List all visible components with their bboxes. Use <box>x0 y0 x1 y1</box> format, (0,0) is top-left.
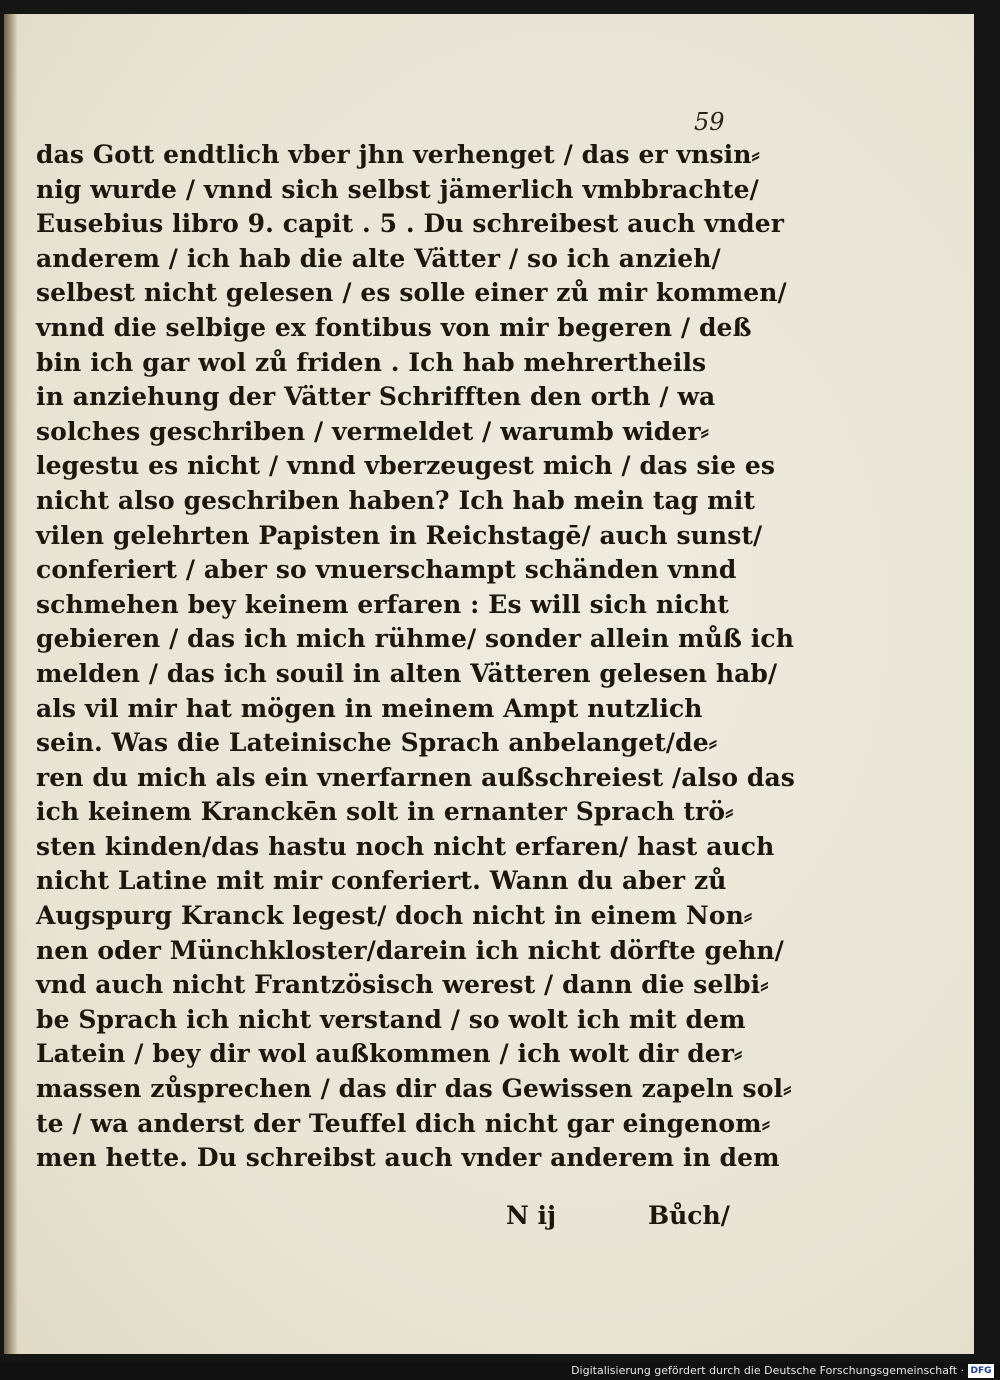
text-line: sten kinden/das hastu noch nicht erfaren/ hast auch <box>36 831 775 861</box>
page-gutter <box>4 14 18 1354</box>
text-line: melden / das ich souil in alten Vätteren gelesen hab/ <box>36 658 778 688</box>
text-line: das Gott endtlich vber jhn verhenget / das er vnsin⸗ <box>36 140 760 169</box>
text-line: legestu es nicht / vnnd vberzeugest mich / das sie es <box>36 451 776 481</box>
text-line: nicht Latine mit mir conferiert. Wann du aber zů <box>36 866 727 896</box>
page-number: 59 <box>694 108 725 136</box>
text-line: nicht also geschriben haben? Ich hab mein tag mit <box>36 485 755 515</box>
dfg-logo: DFG <box>968 1364 994 1378</box>
text-line: in anziehung der Vätter Schrifften den orth / wa <box>36 382 716 412</box>
text-line: solches geschriben / vermeldet / warumb wider⸗ <box>36 416 710 446</box>
text-line: als vil mir hat mögen in meinem Ampt nutzlich <box>36 693 703 723</box>
text-line: Augspurg Kranck legest/ doch nicht in einem Non⸗ <box>36 901 753 931</box>
text-line: te / wa anderst der Teuffel dich nicht gar eingenom⸗ <box>36 1108 771 1138</box>
text-line: selbest nicht gelesen / es solle einer zů mir kommen/ <box>36 278 787 308</box>
digitization-credit: Digitalisierung gefördert durch die Deutsche Forschungsgemeinschaft · <box>571 1364 964 1377</box>
text-line: sein. Was die Lateinische Sprach anbelanget/de⸗ <box>36 728 718 758</box>
text-line: gebieren / das ich mich rühme/ sonder allein můß ich <box>36 624 794 654</box>
text-line: men hette. Du schreibst auch vnder anderem in dem <box>36 1143 780 1173</box>
catchword: Bůch/ <box>648 1201 730 1230</box>
text-line: vnnd die selbige ex fontibus von mir begeren / deß <box>36 312 752 342</box>
text-line: vilen gelehrten Papisten in Reichstagē/ auch sunst/ <box>36 520 763 550</box>
text-line: Latein / bey dir wol außkommen / ich wolt dir der⸗ <box>36 1039 743 1069</box>
text-line: vnd auch nicht Frantzösisch werest / dann die selbi⸗ <box>36 970 769 1000</box>
body-text <box>36 138 795 1176</box>
text-line: Eusebius libro 9. capit . 5 . Du schreibest auch vnder <box>36 209 784 239</box>
signature-mark: N ij <box>506 1201 557 1230</box>
text-line: ren du mich als ein vnerfarnen außschreiest /also das <box>36 762 795 792</box>
text-line: massen zůsprechen / das dir das Gewissen zapeln sol⸗ <box>36 1074 792 1104</box>
text-line: be Sprach ich nicht verstand / so wolt ich mit dem <box>36 1004 746 1034</box>
text-line: conferiert / aber so vnuerschampt schänden vnnd <box>36 555 737 585</box>
page-footer <box>36 1196 766 1236</box>
text-line: ich keinem Kranckēn solt in ernanter Sprach trö⸗ <box>36 797 734 827</box>
text-line: schmehen bey keinem erfaren : Es will sich nicht <box>36 589 729 619</box>
text-line: nig wurde / vnnd sich selbst jämerlich vmbbrachte/ <box>36 174 759 204</box>
text-line: anderem / ich hab die alte Vätter / so ich anzieh/ <box>36 243 721 273</box>
text-line: nen oder Münchkloster/darein ich nicht dörfte gehn/ <box>36 935 784 965</box>
text-line: bin ich gar wol zů friden . Ich hab mehrertheils <box>36 347 707 377</box>
